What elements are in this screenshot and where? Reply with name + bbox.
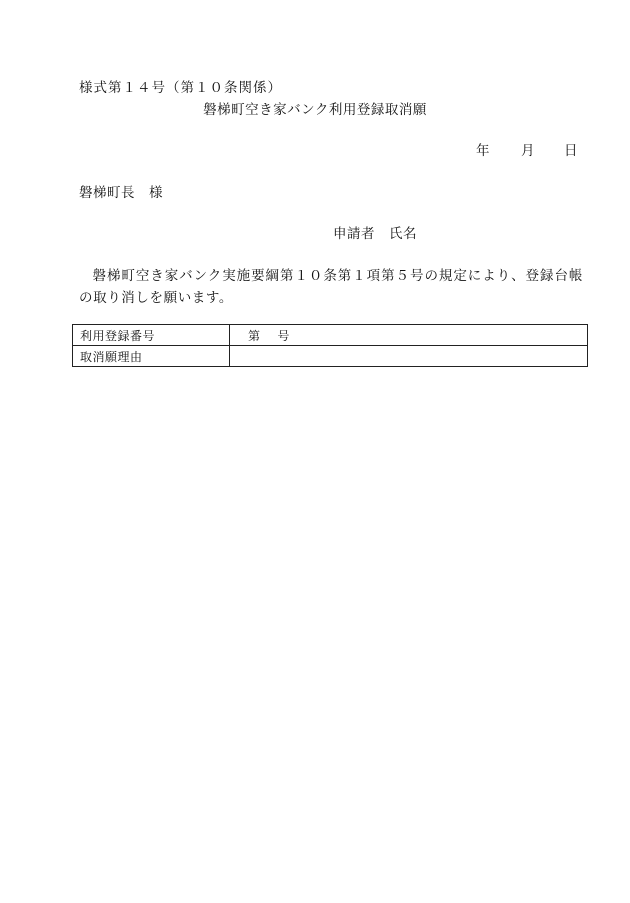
table-row (73, 325, 588, 346)
document-title: 磐梯町空き家バンク利用登録取消願 (203, 102, 427, 118)
form-number: 様式第１４号（第１０条関係） (79, 80, 282, 96)
table-row (73, 346, 588, 367)
registration-number-value: 第 号 (230, 325, 588, 346)
registration-number-label: 利用登録番号 (73, 325, 230, 346)
date-year-label: 年 (476, 143, 490, 159)
applicant-name-label: 申請者 氏名 (333, 226, 417, 242)
date-month-label: 月 (521, 143, 535, 159)
cancellation-reason-label: 取消願理由 (73, 346, 230, 367)
addressee: 磐梯町長 様 (79, 185, 163, 201)
date-day-label: 日 (564, 143, 578, 159)
cancellation-reason-value (230, 346, 588, 367)
registration-table (72, 324, 588, 367)
body-paragraph: 磐梯町空き家バンク実施要綱第１０条第１項第５号の規定により、登録台帳の取り消しを願います。 (79, 268, 583, 306)
